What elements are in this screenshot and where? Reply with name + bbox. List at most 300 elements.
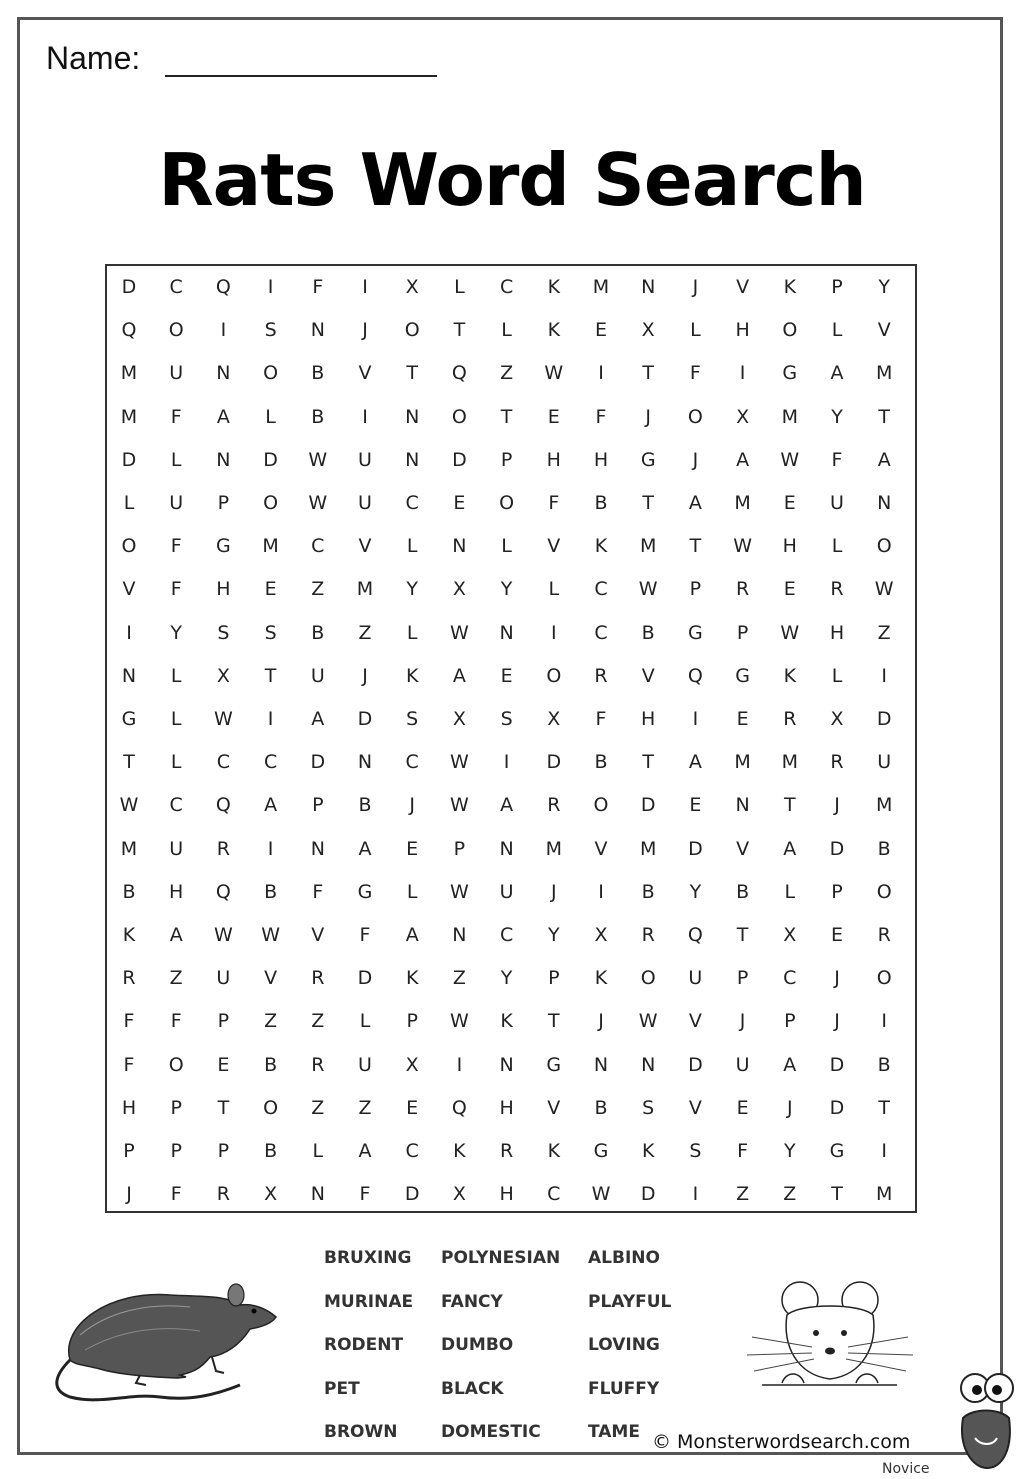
grid-letter[interactable]: H [121, 1096, 137, 1119]
grid-letter[interactable]: T [500, 405, 513, 428]
grid-letter[interactable]: R [594, 664, 608, 687]
grid-letter[interactable]: R [735, 578, 750, 601]
grid-letter[interactable]: E [217, 1053, 230, 1076]
grid-letter[interactable]: T [878, 1096, 890, 1119]
grid-letter[interactable]: D [121, 276, 137, 298]
grid-letter[interactable]: D [546, 751, 562, 774]
grid-letter[interactable]: Z [358, 621, 372, 644]
grid-letter[interactable]: Q [687, 664, 703, 687]
grid-letter[interactable]: A [688, 751, 702, 774]
grid-letter[interactable]: N [641, 1053, 656, 1076]
grid-letter[interactable]: T [783, 794, 796, 817]
grid-letter[interactable]: K [641, 1140, 655, 1162]
grid-letter[interactable]: J [834, 967, 840, 990]
grid-letter[interactable]: M [875, 362, 893, 385]
grid-letter[interactable]: P [406, 1010, 418, 1033]
grid-letter[interactable]: T [406, 362, 418, 385]
grid-letter[interactable]: W [308, 492, 328, 514]
grid-letter[interactable]: N [357, 751, 373, 774]
grid-letter[interactable]: P [170, 1096, 182, 1119]
grid-letter[interactable]: W [733, 535, 752, 558]
grid-letter[interactable]: J [126, 1183, 132, 1206]
grid-letter[interactable]: F [689, 362, 701, 385]
grid-letter[interactable]: N [735, 794, 750, 817]
grid-letter[interactable]: K [405, 967, 419, 990]
grid-letter[interactable]: L [170, 448, 182, 471]
grid-letter[interactable]: Q [451, 362, 467, 385]
grid-letter[interactable]: T [642, 362, 654, 385]
grid-letter[interactable]: R [311, 967, 325, 990]
grid-letter[interactable]: A [688, 492, 702, 514]
grid-letter[interactable]: Q [451, 1096, 467, 1119]
grid-letter[interactable]: F [170, 405, 182, 428]
grid-letter[interactable]: L [501, 535, 512, 558]
grid-letter[interactable]: M [781, 751, 798, 774]
grid-letter[interactable]: X [405, 1053, 419, 1076]
grid-letter[interactable]: P [548, 967, 560, 990]
grid-letter[interactable]: O [168, 1053, 184, 1076]
grid-letter[interactable]: L [312, 1140, 324, 1162]
grid-letter[interactable]: R [216, 837, 230, 860]
grid-letter[interactable]: H [499, 1096, 514, 1119]
grid-letter[interactable]: P [217, 1140, 230, 1162]
grid-letter[interactable]: L [170, 664, 182, 687]
grid-letter[interactable]: N [593, 1053, 609, 1076]
grid-letter[interactable]: R [216, 1183, 230, 1206]
grid-letter[interactable]: I [267, 837, 274, 860]
grid-letter[interactable]: Z [736, 1183, 750, 1206]
grid-letter[interactable]: G [357, 880, 373, 903]
grid-letter[interactable]: J [834, 1010, 840, 1033]
grid-letter[interactable]: O [499, 492, 515, 514]
grid-letter[interactable]: G [546, 1053, 562, 1076]
grid-letter[interactable]: M [734, 492, 751, 514]
grid-letter[interactable]: L [831, 664, 843, 687]
grid-letter[interactable]: J [786, 1096, 793, 1119]
grid-letter[interactable]: W [780, 621, 800, 644]
grid-letter[interactable]: A [311, 708, 325, 730]
grid-letter[interactable]: D [404, 1183, 420, 1206]
grid-letter[interactable]: K [547, 276, 561, 298]
grid-letter[interactable]: S [642, 1096, 655, 1119]
grid-letter[interactable]: L [548, 578, 560, 601]
grid-letter[interactable]: G [216, 535, 231, 558]
grid-letter[interactable]: A [169, 924, 183, 946]
grid-letter[interactable]: O [782, 319, 798, 342]
grid-letter[interactable]: S [406, 708, 419, 730]
grid-letter[interactable]: O [687, 405, 703, 428]
grid-letter[interactable]: C [405, 751, 419, 774]
grid-letter[interactable]: O [593, 794, 609, 817]
grid-letter[interactable]: F [359, 924, 371, 946]
grid-letter[interactable]: Z [358, 1096, 372, 1119]
grid-letter[interactable]: M [592, 276, 610, 298]
grid-letter[interactable]: F [737, 1140, 749, 1162]
grid-letter[interactable]: Z [264, 1010, 278, 1033]
grid-letter[interactable]: P [217, 1010, 230, 1033]
grid-letter[interactable]: T [736, 924, 749, 946]
grid-letter[interactable]: K [547, 319, 561, 342]
grid-letter[interactable]: U [499, 880, 514, 903]
grid-letter[interactable]: O [168, 319, 184, 342]
grid-letter[interactable]: H [169, 880, 184, 903]
grid-letter[interactable]: I [267, 276, 274, 298]
grid-letter[interactable]: D [310, 751, 326, 774]
grid-letter[interactable]: S [217, 621, 230, 644]
grid-letter[interactable]: U [735, 1053, 750, 1076]
grid-letter[interactable]: N [216, 362, 231, 385]
grid-letter[interactable]: J [739, 1010, 746, 1033]
grid-letter[interactable]: D [640, 1183, 656, 1206]
grid-letter[interactable]: K [500, 1010, 513, 1033]
grid-letter[interactable]: W [874, 578, 894, 601]
grid-letter[interactable]: E [500, 664, 513, 687]
grid-letter[interactable]: K [547, 1140, 561, 1162]
grid-letter[interactable]: L [170, 751, 182, 774]
grid-letter[interactable]: K [783, 664, 797, 687]
grid-letter[interactable]: Z [783, 1183, 797, 1206]
grid-letter[interactable]: B [877, 837, 891, 860]
grid-letter[interactable]: K [594, 967, 608, 990]
grid-letter[interactable]: M [639, 535, 657, 558]
grid-letter[interactable]: U [830, 492, 844, 514]
grid-letter[interactable]: Z [169, 967, 183, 990]
grid-letter[interactable]: D [829, 1053, 845, 1076]
grid-letter[interactable]: V [736, 276, 750, 298]
grid-letter[interactable]: Q [215, 794, 231, 817]
grid-letter[interactable]: Q [687, 924, 703, 946]
grid-letter[interactable]: N [452, 924, 467, 946]
grid-letter[interactable]: W [449, 880, 469, 903]
grid-letter[interactable]: B [311, 362, 325, 385]
grid-letter[interactable]: L [406, 621, 418, 644]
grid-letter[interactable]: J [362, 319, 368, 342]
grid-letter[interactable]: W [213, 924, 233, 946]
grid-letter[interactable]: A [830, 362, 844, 385]
grid-letter[interactable]: G [782, 362, 798, 385]
grid-letter[interactable]: L [265, 405, 276, 428]
grid-letter[interactable]: W [591, 1183, 611, 1206]
grid-letter[interactable]: M [545, 837, 562, 860]
grid-letter[interactable]: Y [170, 621, 182, 644]
grid-letter[interactable]: O [404, 319, 420, 342]
grid-letter[interactable]: I [220, 319, 227, 342]
grid-letter[interactable]: Q [215, 276, 231, 298]
grid-letter[interactable]: I [267, 708, 274, 730]
grid-letter[interactable]: L [690, 319, 701, 342]
grid-letter[interactable]: T [831, 1183, 843, 1206]
grid-letter[interactable]: B [122, 880, 136, 903]
grid-letter[interactable]: W [638, 1010, 658, 1033]
grid-letter[interactable]: U [877, 751, 892, 774]
grid-letter[interactable]: B [311, 405, 325, 428]
grid-letter[interactable]: E [406, 1096, 419, 1119]
grid-letter[interactable]: X [452, 1183, 466, 1206]
grid-letter[interactable]: I [881, 664, 887, 687]
grid-letter[interactable]: E [689, 794, 702, 817]
grid-letter[interactable]: N [121, 664, 137, 687]
grid-letter[interactable]: S [264, 319, 277, 342]
grid-letter[interactable]: A [358, 837, 372, 860]
grid-letter[interactable]: F [359, 1183, 371, 1206]
grid-letter[interactable]: J [550, 880, 557, 903]
grid-letter[interactable]: W [119, 794, 139, 817]
grid-letter[interactable]: C [783, 967, 797, 990]
grid-letter[interactable]: C [405, 492, 419, 514]
grid-letter[interactable]: T [878, 405, 890, 428]
grid-letter[interactable]: V [264, 967, 278, 990]
grid-letter[interactable]: W [449, 794, 469, 817]
grid-letter[interactable]: C [263, 751, 278, 774]
grid-letter[interactable]: E [453, 492, 466, 514]
grid-letter[interactable]: T [547, 1010, 560, 1033]
grid-letter[interactable]: N [641, 276, 656, 298]
grid-letter[interactable]: R [830, 751, 844, 774]
grid-letter[interactable]: O [263, 492, 279, 514]
grid-letter[interactable]: Y [500, 578, 513, 601]
grid-letter[interactable]: N [310, 837, 325, 860]
grid-letter[interactable]: I [126, 621, 132, 644]
grid-letter[interactable]: N [499, 1053, 514, 1076]
grid-letter[interactable]: Z [452, 967, 466, 990]
grid-letter[interactable]: I [598, 362, 604, 385]
grid-letter[interactable]: C [216, 751, 231, 774]
grid-letter[interactable]: W [449, 621, 469, 644]
grid-letter[interactable]: E [783, 492, 796, 514]
grid-letter[interactable]: R [499, 1140, 514, 1162]
grid-letter[interactable]: I [598, 880, 604, 903]
grid-letter[interactable]: T [689, 535, 702, 558]
grid-letter[interactable]: I [362, 276, 368, 298]
grid-letter[interactable]: U [358, 492, 372, 514]
grid-letter[interactable]: O [640, 967, 656, 990]
grid-letter[interactable]: R [641, 924, 655, 946]
grid-letter[interactable]: A [736, 448, 750, 471]
grid-letter[interactable]: X [594, 924, 608, 946]
grid-letter[interactable]: V [594, 837, 608, 860]
grid-letter[interactable]: P [784, 1010, 796, 1033]
grid-letter[interactable]: P [689, 578, 702, 601]
grid-letter[interactable]: H [546, 448, 561, 471]
grid-letter[interactable]: Z [311, 1096, 325, 1119]
grid-letter[interactable]: B [641, 621, 655, 644]
grid-letter[interactable]: E [406, 837, 419, 860]
grid-letter[interactable]: L [831, 319, 843, 342]
grid-letter[interactable]: I [692, 708, 699, 730]
grid-letter[interactable]: B [736, 880, 750, 903]
grid-letter[interactable]: H [499, 1183, 514, 1206]
grid-letter[interactable]: M [356, 578, 374, 601]
grid-letter[interactable]: D [263, 448, 278, 471]
grid-letter[interactable]: K [453, 1140, 466, 1162]
grid-letter[interactable]: Z [877, 621, 891, 644]
grid-letter[interactable]: F [170, 1183, 182, 1206]
grid-letter[interactable]: J [409, 794, 415, 817]
grid-letter[interactable]: X [452, 578, 466, 601]
grid-letter[interactable]: C [169, 794, 183, 817]
grid-letter[interactable]: E [830, 924, 843, 946]
grid-letter[interactable]: J [598, 1010, 604, 1033]
grid-letter[interactable]: D [357, 708, 373, 730]
grid-letter[interactable]: P [312, 794, 324, 817]
grid-letter[interactable]: Y [878, 276, 890, 298]
grid-letter[interactable]: N [310, 319, 325, 342]
grid-letter[interactable]: W [780, 448, 800, 471]
grid-letter[interactable]: F [170, 578, 182, 601]
grid-letter[interactable]: D [452, 448, 467, 471]
grid-letter[interactable]: P [736, 621, 749, 644]
grid-letter[interactable]: R [783, 708, 797, 730]
grid-letter[interactable]: U [216, 967, 231, 990]
grid-letter[interactable]: X [830, 708, 844, 730]
grid-letter[interactable]: O [876, 880, 892, 903]
grid-letter[interactable]: P [170, 1140, 182, 1162]
grid-letter[interactable]: V [641, 664, 655, 687]
grid-letter[interactable]: C [594, 578, 608, 601]
grid-letter[interactable]: D [121, 448, 137, 471]
grid-letter[interactable]: F [548, 492, 560, 514]
grid-letter[interactable]: B [358, 794, 372, 817]
grid-letter[interactable]: A [452, 664, 466, 687]
grid-letter[interactable]: G [688, 621, 703, 644]
grid-letter[interactable]: V [358, 535, 372, 558]
grid-letter[interactable]: V [736, 837, 750, 860]
grid-letter[interactable]: A [264, 794, 278, 817]
grid-letter[interactable]: O [263, 362, 279, 385]
grid-letter[interactable]: P [831, 276, 843, 298]
grid-letter[interactable]: N [216, 448, 231, 471]
grid-letter[interactable]: R [311, 1053, 325, 1076]
grid-letter[interactable]: F [170, 535, 182, 558]
grid-letter[interactable]: V [358, 362, 372, 385]
grid-letter[interactable]: C [499, 924, 514, 946]
grid-letter[interactable]: B [594, 751, 608, 774]
grid-letter[interactable]: H [641, 708, 656, 730]
grid-letter[interactable]: Q [215, 880, 231, 903]
grid-letter[interactable]: J [692, 448, 699, 471]
grid-letter[interactable]: I [739, 362, 746, 385]
grid-letter[interactable]: L [123, 492, 135, 514]
grid-letter[interactable]: O [263, 1096, 279, 1119]
grid-letter[interactable]: W [638, 578, 658, 601]
grid-letter[interactable]: O [876, 535, 892, 558]
grid-letter[interactable]: G [593, 1140, 609, 1162]
grid-letter[interactable]: L [170, 708, 182, 730]
grid-letter[interactable]: P [831, 880, 843, 903]
grid-letter[interactable]: M [734, 751, 751, 774]
grid-letter[interactable]: X [405, 276, 419, 298]
grid-letter[interactable]: O [546, 664, 562, 687]
grid-letter[interactable]: A [358, 1140, 372, 1162]
grid-letter[interactable]: P [217, 492, 230, 514]
grid-letter[interactable]: D [688, 1053, 703, 1076]
grid-letter[interactable]: Z [500, 362, 514, 385]
grid-letter[interactable]: I [692, 1183, 699, 1206]
grid-letter[interactable]: F [595, 405, 607, 428]
grid-letter[interactable]: U [169, 492, 184, 514]
grid-letter[interactable]: U [310, 664, 325, 687]
grid-letter[interactable]: F [123, 1010, 135, 1033]
grid-letter[interactable]: V [122, 578, 136, 601]
grid-letter[interactable]: H [593, 448, 609, 471]
grid-letter[interactable]: X [783, 924, 797, 946]
grid-letter[interactable]: A [877, 448, 891, 471]
grid-letter[interactable]: L [359, 1010, 371, 1033]
grid-letter[interactable]: C [405, 1140, 419, 1162]
grid-letter[interactable]: D [876, 708, 892, 730]
grid-letter[interactable]: E [783, 578, 796, 601]
grid-letter[interactable]: E [736, 1096, 749, 1119]
grid-letter[interactable]: T [642, 751, 654, 774]
grid-letter[interactable]: T [264, 664, 277, 687]
grid-letter[interactable]: N [405, 448, 420, 471]
grid-letter[interactable]: S [264, 621, 277, 644]
grid-letter[interactable]: C [311, 535, 325, 558]
grid-letter[interactable]: C [547, 1183, 561, 1206]
grid-letter[interactable]: P [123, 1140, 135, 1162]
grid-letter[interactable]: C [169, 276, 183, 298]
grid-letter[interactable]: O [451, 405, 467, 428]
grid-letter[interactable]: X [641, 319, 655, 342]
grid-letter[interactable]: V [311, 924, 325, 946]
grid-letter[interactable]: X [736, 405, 750, 428]
grid-letter[interactable]: U [688, 967, 703, 990]
name-input-line[interactable] [165, 75, 437, 77]
grid-letter[interactable]: B [264, 1140, 278, 1162]
grid-letter[interactable]: N [499, 621, 514, 644]
grid-letter[interactable]: O [876, 967, 892, 990]
grid-letter[interactable]: W [308, 448, 328, 471]
grid-letter[interactable]: R [547, 794, 561, 817]
grid-letter[interactable]: D [688, 837, 703, 860]
grid-letter[interactable]: R [877, 924, 891, 946]
grid-letter[interactable]: V [547, 535, 561, 558]
grid-letter[interactable]: T [453, 319, 466, 342]
grid-letter[interactable]: D [640, 794, 656, 817]
grid-letter[interactable]: T [123, 751, 135, 774]
grid-letter[interactable]: G [640, 448, 656, 471]
grid-letter[interactable]: B [877, 1053, 891, 1076]
grid-letter[interactable]: M [120, 405, 138, 428]
grid-letter[interactable]: I [456, 1053, 463, 1076]
grid-letter[interactable]: D [357, 967, 373, 990]
grid-letter[interactable]: H [216, 578, 231, 601]
grid-letter[interactable]: B [594, 492, 608, 514]
grid-letter[interactable]: E [547, 405, 560, 428]
grid-letter[interactable]: N [452, 535, 467, 558]
grid-letter[interactable]: F [123, 1053, 135, 1076]
grid-letter[interactable]: G [735, 664, 750, 687]
grid-letter[interactable]: H [782, 535, 797, 558]
grid-letter[interactable]: U [169, 362, 184, 385]
grid-letter[interactable]: T [642, 492, 654, 514]
grid-letter[interactable]: B [264, 1053, 278, 1076]
grid-letter[interactable]: G [829, 1140, 845, 1162]
grid-letter[interactable]: S [500, 708, 513, 730]
grid-letter[interactable]: J [362, 664, 368, 687]
grid-letter[interactable]: V [688, 1096, 702, 1119]
grid-letter[interactable]: R [122, 967, 136, 990]
grid-letter[interactable]: L [406, 535, 418, 558]
grid-letter[interactable]: A [783, 837, 797, 860]
grid-letter[interactable]: Y [406, 578, 418, 601]
grid-letter[interactable]: U [358, 448, 372, 471]
grid-letter[interactable]: K [122, 924, 136, 946]
grid-letter[interactable]: P [453, 837, 466, 860]
grid-letter[interactable]: J [645, 405, 651, 428]
grid-letter[interactable]: A [216, 405, 230, 428]
grid-letter[interactable]: M [875, 794, 893, 817]
